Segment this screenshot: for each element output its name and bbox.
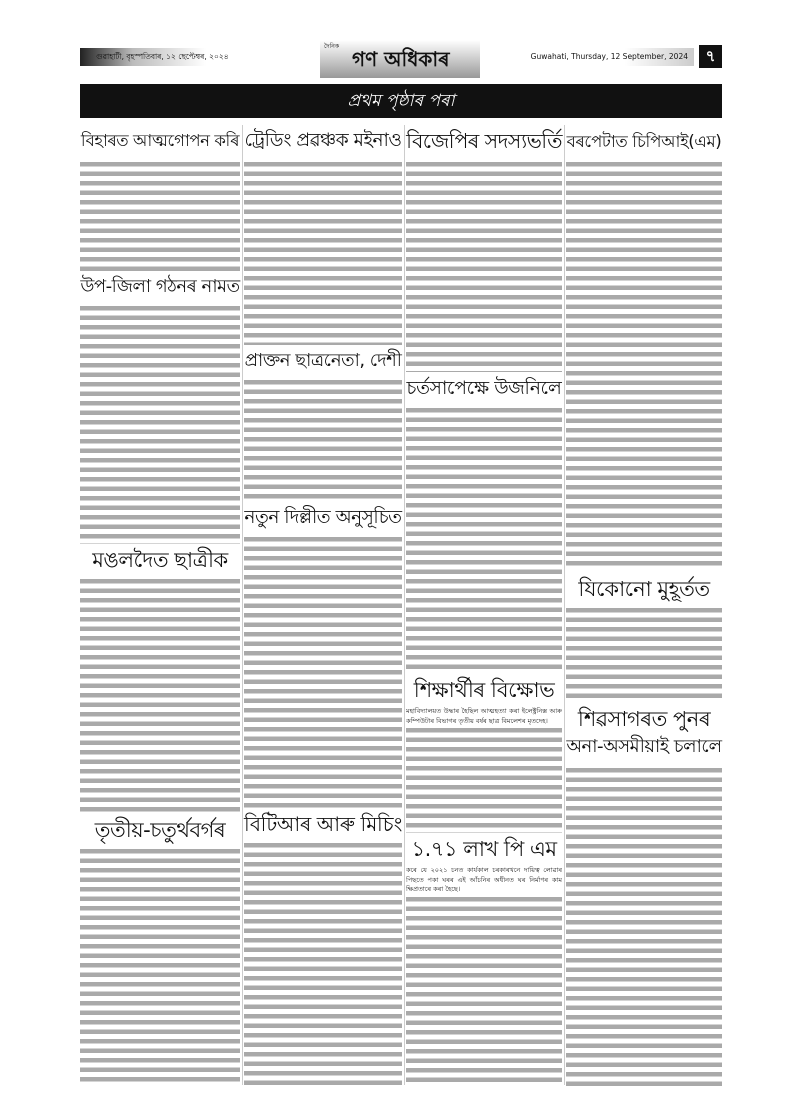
headline: শিক্ষাৰ্থীৰ বিক্ষোভ — [413, 678, 555, 702]
article-body — [406, 160, 562, 372]
headline: উপ-জিলা গঠনৰ নামত — [80, 276, 240, 297]
date-assamese: গুৱাহাটী, বৃহস্পতিবাৰ, ১২ ছেপ্টেম্বৰ, ২০২৪ — [80, 48, 290, 66]
headline: চৰ্তসাপেক্ষে উজনিলে — [406, 378, 562, 399]
headline: তৃতীয়-চতুৰ্থবৰ্গৰ — [94, 818, 226, 842]
headline: ১.৭১ লাখ পি এম — [411, 837, 557, 861]
article-body — [244, 378, 402, 502]
column-divider — [404, 125, 405, 1085]
article-body — [406, 866, 562, 1086]
headline: মঙলদৈত ছাত্ৰীক — [92, 548, 228, 572]
headline: বিহাৰত আত্মগোপন কৰি — [80, 131, 240, 150]
article-body — [80, 847, 240, 1086]
article-body — [244, 535, 402, 808]
article-body — [80, 304, 240, 544]
headline: প্ৰাক্তন ছাত্ৰনেতা, দেশী — [244, 350, 402, 371]
section-band: প্ৰথম পৃষ্ঠাৰ পৰা — [80, 84, 722, 118]
headline: বিটিআৰ আৰু মিচিং — [244, 812, 402, 836]
article-lead: কৰে যে ২০২১ চনত কাৰ্যকাল চৰকাৰখনে দায়িত্ব লোৱাৰ পিছতে পকা ঘৰৰ এই আঁচনিৰ অধীনত ঘৰ নিৰ্মাণৰ কাম ক্ষিপ্ৰতাৰে কৰা হৈছে। — [406, 866, 562, 893]
date-english: Guwahati, Thursday, 12 September, 2024 — [520, 48, 694, 66]
article-body — [406, 707, 562, 833]
headline: ট্ৰেডিং প্ৰৱঞ্চক মইনাও — [244, 130, 402, 151]
headline: যিকোনো মুহূৰ্তত — [578, 577, 710, 601]
masthead-logo — [320, 40, 480, 78]
column-divider — [564, 125, 565, 1085]
article-body — [406, 406, 562, 674]
article-lead: মহাবিদ্যালয়ত উদ্ধাৰ হৈছিল আত্মহত্যা কৰা ইলেক্ট্ৰনিক্স আৰু কম্পিউটাৰ বিভাগৰ তৃতীয় বৰ্ষৰ ছাত্ৰ বিমলেশৰ মৃতদেহ। — [406, 707, 562, 725]
headline: বৰপেটাত চিপিআই(এম) — [566, 131, 722, 151]
headline: নতুন দিল্লীত অনুসূচিত — [244, 507, 402, 528]
column-divider — [242, 125, 243, 1085]
article-body — [244, 160, 402, 345]
article-body — [566, 606, 722, 702]
headline: শিৱসাগৰত পুনৰ — [577, 707, 711, 731]
article-body — [566, 766, 722, 1086]
article-body — [80, 577, 240, 815]
logo-tagline: দৈনিক — [324, 43, 340, 50]
headline-second-line: অনা-অসমীয়াই চলালে — [566, 736, 722, 757]
article-body — [244, 841, 402, 1086]
logo-name: গণ অধিকাৰ — [352, 47, 450, 71]
article-body — [80, 160, 240, 272]
headline: বিজেপিৰ সদস্যভৰ্তি — [406, 129, 562, 153]
page-number: ৭ — [699, 45, 722, 68]
article-body — [566, 160, 722, 570]
